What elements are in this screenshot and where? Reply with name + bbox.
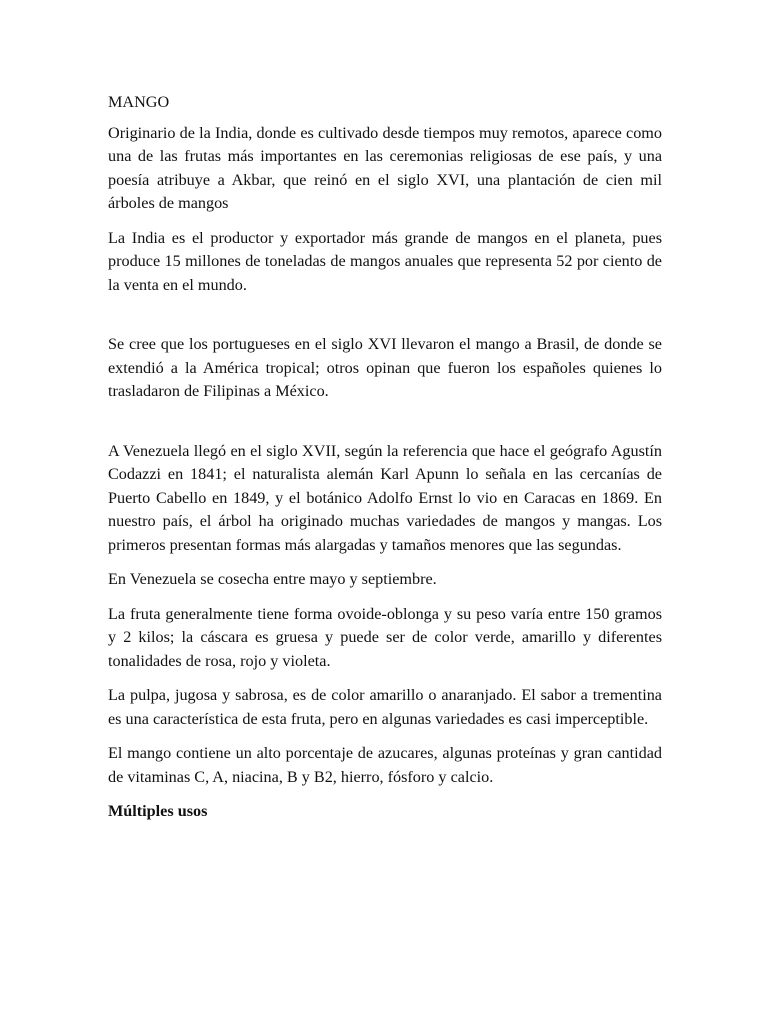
section-heading: Múltiples usos xyxy=(108,802,208,820)
document-page xyxy=(108,91,662,824)
paragraph-venezuela-history: A Venezuela llegó en el siglo XVII, según la referencia que hace el geógrafo Agustín Codazzi en 1841; el naturalista alemán Karl Apunn lo señala en las cercanías de Puerto Cabello en 1849, y el botánico Adolfo Ernst lo vio en Caracas en 1869. En nuestro país, el árbol ha originado muchas variedades de mangos y mangas. Los primeros presentan formas más alargadas y tamaños menores que las segundas. xyxy=(108,441,662,554)
paragraph-india-production: La India es el productor y exportador más grande de mangos en el planeta, pues produce 15 millones de toneladas de mangos anuales que representa 52 por ciento de la venta en el mundo. xyxy=(108,228,662,294)
paragraph-fruit-shape: La fruta generalmente tiene forma ovoide-oblonga y su peso varía entre 150 gramos y 2 kilos; la cáscara es gruesa y puede ser de color verde, amarillo y diferentes tonalidades de rosa, rojo y violeta. xyxy=(108,604,662,670)
paragraph-origin: Originario de la India, donde es cultivado desde tiempos muy remotos, aparece como una de las frutas más importantes en las ceremonias religiosas de ese país, y una poesía atribuye a Akbar, que reinó en el siglo XVI, una plantación de cien mil árboles de mangos xyxy=(108,123,662,212)
paragraph-spread-america: Se cree que los portugueses en el siglo XVI llevaron el mango a Brasil, de donde se extendió a la América tropical; otros opinan que fueron los españoles quienes lo trasladaron de Filipinas a México. xyxy=(108,335,662,400)
paragraph-nutrition: El mango contiene un alto porcentaje de azucares, algunas proteínas y gran cantidad de vitaminas C, A, niacina, B y B2, hierro, fósforo y calcio. xyxy=(108,744,662,786)
paragraph-harvest-season: En Venezuela se cosecha entre mayo y septiembre. xyxy=(108,570,437,588)
paragraph-pulp-flavor: La pulpa, jugosa y sabrosa, es de color amarillo o anaranjado. El sabor a trementina es una característica de esta fruta, pero en algunas variedades es casi imperceptible. xyxy=(108,686,662,728)
document-title: MANGO xyxy=(108,93,170,111)
